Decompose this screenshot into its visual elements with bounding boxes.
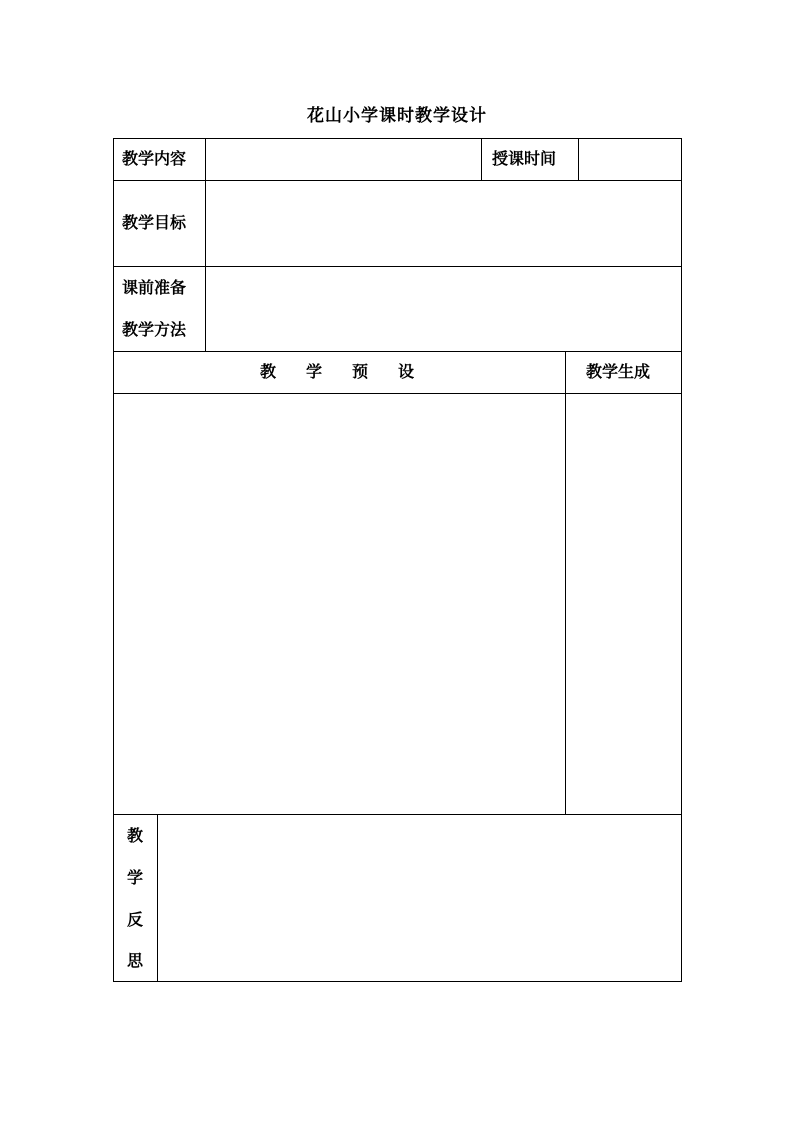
design-char: 教 bbox=[260, 362, 277, 381]
design-header bbox=[260, 362, 414, 382]
goal-value-field[interactable] bbox=[205, 180, 682, 267]
time-value-field[interactable] bbox=[578, 138, 682, 181]
page-title: 花山小学课时教学设计 bbox=[307, 106, 487, 126]
design-body-field[interactable] bbox=[113, 393, 566, 815]
reflection-char: 教 bbox=[126, 826, 143, 845]
reflection-body-field[interactable] bbox=[157, 814, 682, 982]
design-char: 学 bbox=[306, 362, 323, 381]
design-char: 预 bbox=[352, 362, 369, 381]
reflection-char: 思 bbox=[126, 951, 143, 970]
reflection-char: 反 bbox=[126, 910, 143, 929]
generation-body-field[interactable] bbox=[565, 393, 682, 815]
design-char: 设 bbox=[398, 362, 415, 381]
prep-method-value-field[interactable] bbox=[205, 266, 682, 352]
reflection-char: 学 bbox=[126, 868, 143, 887]
content-label: 教学内容 bbox=[122, 149, 187, 168]
time-label: 授课时间 bbox=[492, 149, 557, 168]
prep-label: 课前准备 bbox=[122, 278, 187, 297]
content-value-field[interactable] bbox=[205, 138, 482, 181]
generation-header: 教学生成 bbox=[586, 362, 651, 381]
method-label: 教学方法 bbox=[122, 320, 187, 339]
goal-label: 教学目标 bbox=[122, 213, 187, 232]
